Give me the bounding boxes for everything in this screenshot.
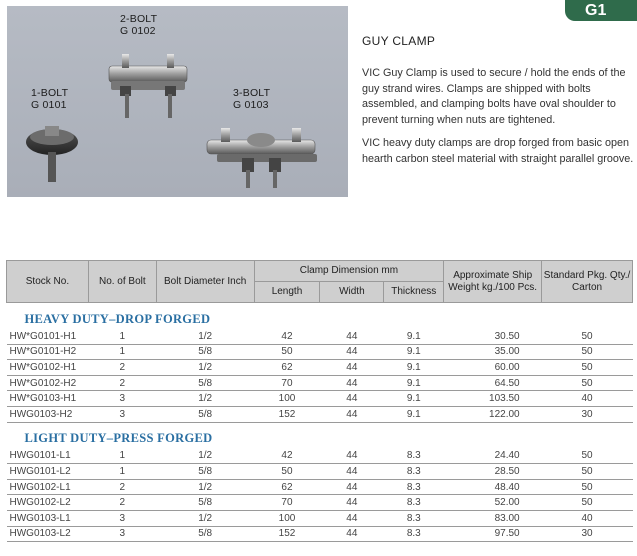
- cell-stock-no: HW*G0102-H1: [7, 360, 89, 376]
- cell-length: 50: [254, 344, 320, 360]
- header-pkg-qty: Standard Pkg. Qty./ Carton: [542, 261, 633, 303]
- cell-stock-no: HW*G0101-H1: [7, 329, 89, 345]
- cell-bolt-count: 1: [88, 329, 156, 345]
- cell-length: 70: [254, 375, 320, 391]
- page-title: GUY CLAMP: [362, 34, 436, 48]
- cell-bolt-diameter: 1/2: [156, 479, 254, 495]
- one-bolt-clamp-icon: [26, 126, 78, 182]
- table-row: [7, 329, 633, 345]
- cell-pkg-qty: 50: [542, 479, 633, 495]
- cell-bolt-diameter: 5/8: [156, 406, 254, 422]
- section-header-row: [7, 303, 633, 329]
- cell-stock-no: HW*G0103-H1: [7, 391, 89, 407]
- cell-thickness: 9.1: [384, 344, 444, 360]
- cell-width: 44: [320, 526, 384, 542]
- cell-stock-no: HWG0103-L1: [7, 510, 89, 526]
- cell-bolt-diameter: 5/8: [156, 344, 254, 360]
- cell-length: 50: [254, 464, 320, 480]
- description-paragraph-1: VIC Guy Clamp is used to secure / hold the ends of the guy strand wires. Clamps are shipped with bolts assembled, and clamping bolts have oval shoulder to prevent turning when nuts are tightened.: [362, 67, 626, 126]
- cell-bolt-count: 1: [88, 448, 156, 464]
- description-paragraph-2: VIC heavy duty clamps are drop forged from basic open hearth carbon steel material with straight parallel groove.: [362, 137, 634, 165]
- table-row: [7, 495, 633, 511]
- cell-bolt-diameter: 1/2: [156, 448, 254, 464]
- section-header-row: [7, 422, 633, 448]
- cell-bolt-diameter: 5/8: [156, 526, 254, 542]
- cell-width: 44: [320, 360, 384, 376]
- table-row: [7, 448, 633, 464]
- cell-bolt-diameter: 1/2: [156, 510, 254, 526]
- cell-pkg-qty: 50: [542, 464, 633, 480]
- cell-bolt-diameter: 1/2: [156, 391, 254, 407]
- cell-thickness: 8.3: [384, 479, 444, 495]
- cell-thickness: 8.3: [384, 510, 444, 526]
- cell-bolt-count: 1: [88, 344, 156, 360]
- table-row: [7, 375, 633, 391]
- cell-width: 44: [320, 448, 384, 464]
- label-one-bolt: 1-BOLT G 0101: [31, 87, 69, 111]
- cell-stock-no: HWG0102-L1: [7, 479, 89, 495]
- cell-bolt-diameter: 1/2: [156, 329, 254, 345]
- cell-length: 100: [254, 510, 320, 526]
- cell-thickness: 9.1: [384, 375, 444, 391]
- cell-length: 42: [254, 448, 320, 464]
- header-length: Length: [254, 282, 320, 303]
- cell-pkg-qty: 40: [542, 510, 633, 526]
- cell-weight: 35.00: [444, 344, 542, 360]
- cell-weight: 48.40: [444, 479, 542, 495]
- section-title: HEAVY DUTY–DROP FORGED: [24, 311, 211, 326]
- table-row: [7, 344, 633, 360]
- cell-bolt-diameter: 1/2: [156, 360, 254, 376]
- cell-bolt-count: 2: [88, 479, 156, 495]
- cell-width: 44: [320, 510, 384, 526]
- cell-weight: 28.50: [444, 464, 542, 480]
- cell-weight: 83.00: [444, 510, 542, 526]
- cell-pkg-qty: 50: [542, 495, 633, 511]
- cell-pkg-qty: 50: [542, 344, 633, 360]
- cell-width: 44: [320, 329, 384, 345]
- cell-thickness: 9.1: [384, 360, 444, 376]
- cell-thickness: 9.1: [384, 329, 444, 345]
- cell-weight: 52.00: [444, 495, 542, 511]
- cell-bolt-count: 3: [88, 391, 156, 407]
- cell-pkg-qty: 50: [542, 448, 633, 464]
- section-title: LIGHT DUTY–PRESS FORGED: [24, 431, 213, 446]
- cell-bolt-count: 2: [88, 360, 156, 376]
- label-three-bolt: 3-BOLT G 0103: [233, 87, 271, 111]
- cell-bolt-count: 3: [88, 510, 156, 526]
- cell-length: 42: [254, 329, 320, 345]
- cell-weight: 97.50: [444, 526, 542, 542]
- header-stock: Stock No.: [7, 261, 89, 303]
- cell-width: 44: [320, 375, 384, 391]
- cell-length: 62: [254, 479, 320, 495]
- cell-pkg-qty: 30: [542, 406, 633, 422]
- cell-thickness: 8.3: [384, 495, 444, 511]
- header-width: Width: [320, 282, 384, 303]
- table-row: [7, 391, 633, 407]
- two-bolt-clamp-icon: [109, 54, 187, 118]
- cell-length: 152: [254, 526, 320, 542]
- cell-stock-no: HWG0102-L2: [7, 495, 89, 511]
- cell-thickness: 8.3: [384, 448, 444, 464]
- cell-thickness: 9.1: [384, 406, 444, 422]
- cell-bolt-diameter: 5/8: [156, 495, 254, 511]
- cell-pkg-qty: 50: [542, 375, 633, 391]
- cell-bolt-count: 3: [88, 526, 156, 542]
- table-row: [7, 360, 633, 376]
- cell-width: 44: [320, 391, 384, 407]
- cell-pkg-qty: 50: [542, 360, 633, 376]
- cell-stock-no: HWG0103-H2: [7, 406, 89, 422]
- cell-width: 44: [320, 479, 384, 495]
- cell-bolt-diameter: 5/8: [156, 464, 254, 480]
- header-weight: Approximate Ship Weight kg./100 Pcs.: [444, 261, 542, 303]
- cell-length: 100: [254, 391, 320, 407]
- cell-bolt-count: 3: [88, 406, 156, 422]
- cell-weight: 122.00: [444, 406, 542, 422]
- table-row: [7, 464, 633, 480]
- cell-thickness: 9.1: [384, 391, 444, 407]
- cell-bolt-diameter: 5/8: [156, 375, 254, 391]
- cell-stock-no: HW*G0102-H2: [7, 375, 89, 391]
- three-bolt-clamp-icon: [207, 128, 317, 188]
- cell-pkg-qty: 30: [542, 526, 633, 542]
- cell-pkg-qty: 50: [542, 329, 633, 345]
- table-row: [7, 479, 633, 495]
- header-clamp-dimension: Clamp Dimension mm: [254, 261, 444, 282]
- label-two-bolt: 2-BOLT G 0102: [120, 13, 158, 37]
- cell-width: 44: [320, 495, 384, 511]
- section-badge: G1: [565, 0, 637, 21]
- cell-weight: 30.50: [444, 329, 542, 345]
- cell-weight: 24.40: [444, 448, 542, 464]
- header-bolt-count: No. of Bolt: [88, 261, 156, 303]
- table-row: [7, 526, 633, 542]
- cell-stock-no: HW*G0101-H2: [7, 344, 89, 360]
- cell-stock-no: HWG0101-L1: [7, 448, 89, 464]
- table-row: [7, 406, 633, 422]
- cell-length: 70: [254, 495, 320, 511]
- header-bolt-diameter: Bolt Diameter Inch: [156, 261, 254, 303]
- spec-table: [6, 260, 633, 542]
- cell-weight: 64.50: [444, 375, 542, 391]
- cell-length: 152: [254, 406, 320, 422]
- cell-length: 62: [254, 360, 320, 376]
- cell-stock-no: HWG0101-L2: [7, 464, 89, 480]
- cell-pkg-qty: 40: [542, 391, 633, 407]
- cell-bolt-count: 1: [88, 464, 156, 480]
- cell-stock-no: HWG0103-L2: [7, 526, 89, 542]
- cell-bolt-count: 2: [88, 375, 156, 391]
- table-row: [7, 510, 633, 526]
- cell-width: 44: [320, 406, 384, 422]
- cell-bolt-count: 2: [88, 495, 156, 511]
- cell-weight: 60.00: [444, 360, 542, 376]
- cell-width: 44: [320, 464, 384, 480]
- cell-thickness: 8.3: [384, 526, 444, 542]
- product-photo: [7, 6, 348, 197]
- cell-thickness: 8.3: [384, 464, 444, 480]
- header-thickness: Thickness: [384, 282, 444, 303]
- cell-width: 44: [320, 344, 384, 360]
- cell-weight: 103.50: [444, 391, 542, 407]
